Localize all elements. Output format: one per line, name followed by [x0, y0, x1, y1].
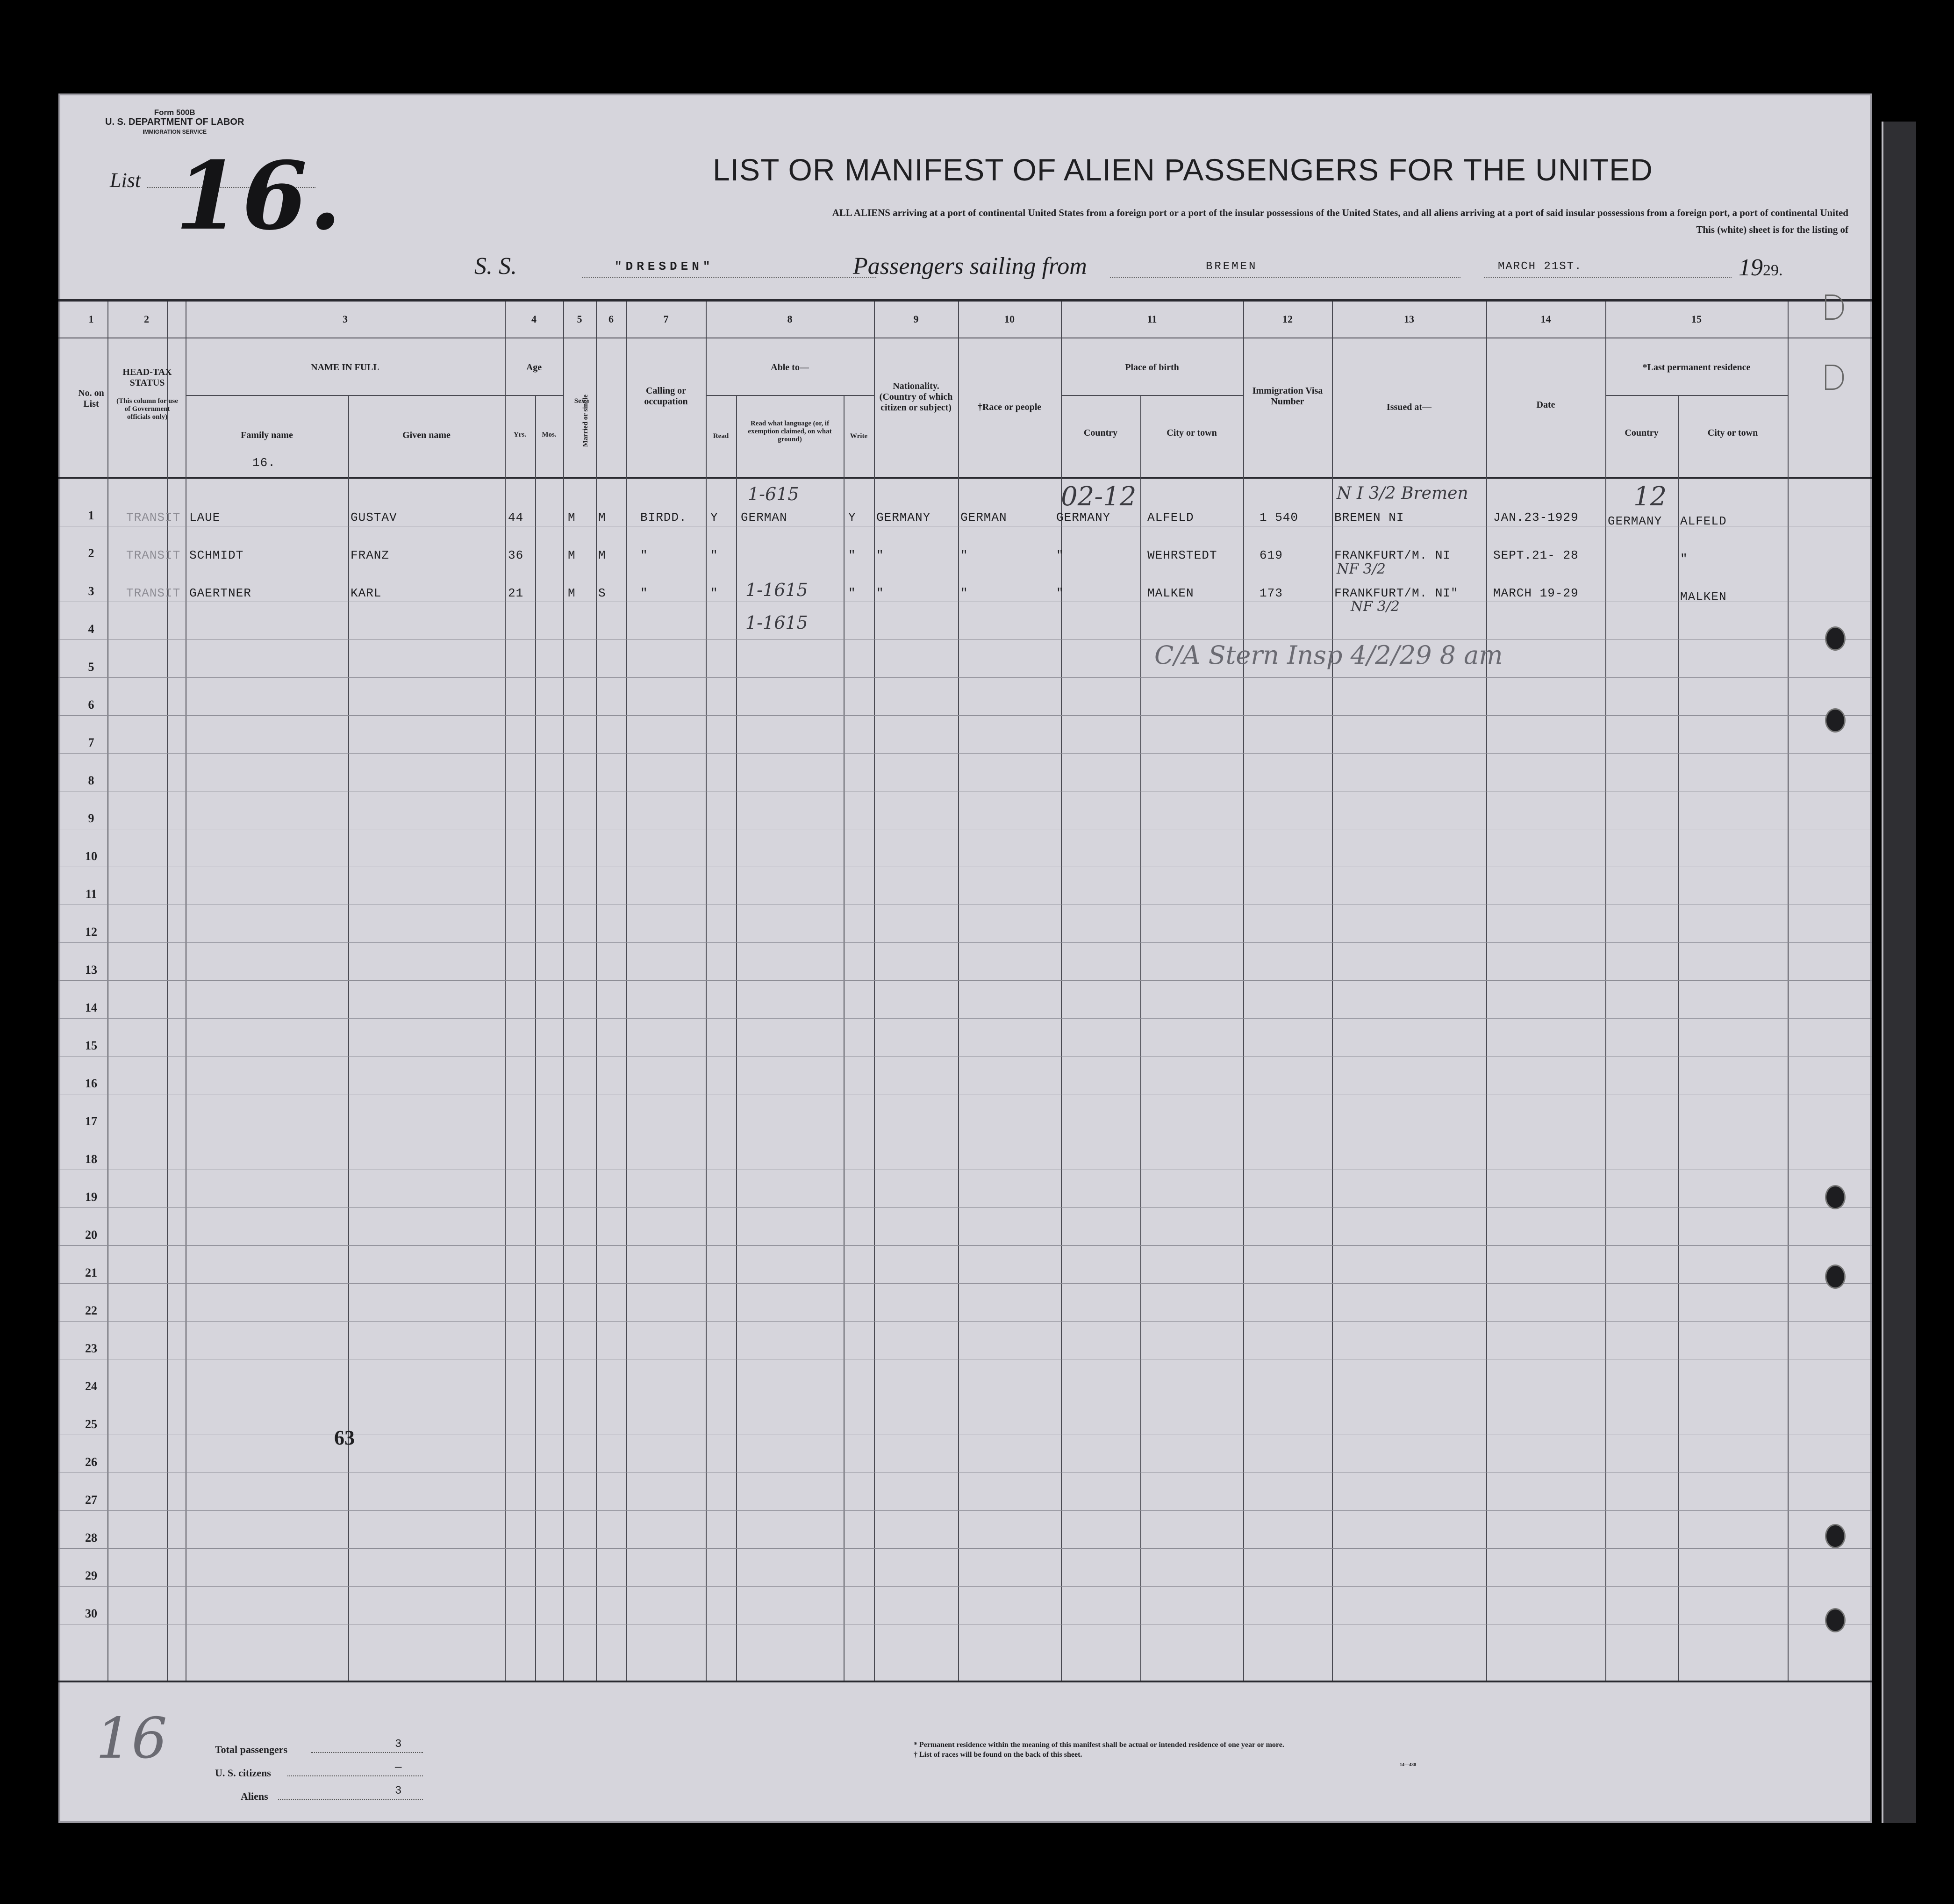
cell-given: KARL — [351, 586, 382, 600]
manifest-table — [58, 93, 1872, 1823]
cell-nationality: GERMANY — [876, 510, 931, 524]
cell-res-country: GERMANY — [1608, 514, 1662, 528]
row-number: 16 — [85, 1077, 97, 1090]
col-sep — [1678, 395, 1679, 1681]
row-rule — [58, 715, 1872, 716]
row-number: 7 — [88, 736, 94, 749]
col-number: 1 — [88, 313, 94, 325]
col-sep — [706, 302, 707, 1681]
cell-issued: FRANKFURT/M. NI — [1334, 548, 1451, 562]
col-number: 4 — [531, 313, 537, 325]
aliens-value: 3 — [395, 1785, 402, 1797]
header-res-city: City or town — [1707, 428, 1758, 438]
row-number: 9 — [88, 812, 94, 825]
cell-write: " — [848, 548, 856, 562]
margin-handwritten-number: 16 — [96, 1706, 167, 1771]
col-sep — [844, 395, 845, 1681]
row-rule — [58, 639, 1872, 640]
total-dots — [311, 1752, 423, 1753]
cell-race: " — [960, 548, 968, 562]
cell-birth-country: " — [1056, 548, 1064, 562]
binder-hole-icon — [1825, 1608, 1846, 1632]
col-sep — [626, 302, 627, 1681]
cell-sex: M — [568, 586, 576, 600]
row-number: 6 — [88, 698, 94, 711]
department: U. S. DEPARTMENT OF LABOR — [105, 117, 244, 127]
row-number: 27 — [85, 1493, 97, 1507]
row-rule — [58, 1018, 1872, 1019]
cell-race: " — [960, 586, 968, 600]
cell-birth-country: " — [1056, 586, 1064, 600]
header-bottom-rule — [58, 477, 1872, 479]
cell-read: " — [710, 586, 718, 600]
handwritten-lang-1: 1-615 — [748, 484, 799, 504]
handwritten-issued-note-2: NF 3/2 — [1337, 561, 1386, 577]
header-age: Age — [526, 362, 542, 373]
handwritten-issued-note: N I 3/2 Bremen — [1337, 484, 1468, 503]
binder-hole-icon — [1825, 626, 1846, 651]
cell-date: JAN.23-1929 — [1493, 510, 1579, 524]
header-nationality: Nationality. (Country of which citizen or subject) — [879, 381, 953, 413]
row-rule — [58, 1207, 1872, 1208]
row-rule — [58, 1510, 1872, 1511]
subtitle-line-2: This (white) sheet is for the listing of — [1696, 224, 1848, 235]
cell-status: TRANSIT — [126, 548, 181, 562]
row-rule — [58, 1586, 1872, 1587]
handwritten-residence-note: 12 — [1633, 481, 1667, 512]
row-number: 26 — [85, 1455, 97, 1469]
row-number: 1 — [88, 509, 94, 522]
col-sep — [596, 302, 597, 1681]
col-sep — [1605, 302, 1606, 1681]
sailing-port: BREMEN — [1206, 260, 1258, 273]
cell-yrs: 36 — [508, 548, 524, 562]
header-married: Married or single — [582, 394, 589, 447]
col-sep — [1788, 302, 1789, 1681]
cell-write: " — [848, 586, 856, 600]
col-sep — [1140, 395, 1141, 1681]
header-read-language: Read what language (or, if exemption claimed, on what ground) — [748, 420, 832, 443]
handwritten-lang-2: 1-1615 — [745, 580, 808, 600]
header-family-name: Family name — [241, 430, 293, 440]
header-read: Read — [713, 432, 729, 440]
col-number: 14 — [1540, 313, 1551, 325]
service: IMMIGRATION SERVICE — [143, 129, 207, 135]
row-number: 17 — [85, 1114, 97, 1128]
col-number: 8 — [787, 313, 793, 325]
cell-yrs: 21 — [508, 586, 524, 600]
row-number: 22 — [85, 1304, 97, 1317]
table-bottom-rule — [58, 1681, 1872, 1682]
cell-res-city: ALFELD — [1680, 514, 1727, 528]
cell-given: FRANZ — [351, 548, 390, 562]
col-sep — [348, 395, 349, 1681]
us-citizens-value: — — [395, 1761, 402, 1774]
header-sex: Sex — [574, 397, 585, 405]
aliens-dots — [278, 1799, 423, 1800]
row-number: 23 — [85, 1342, 97, 1355]
handwritten-lang-3: 1-1615 — [745, 612, 808, 633]
row-number: 10 — [85, 849, 97, 863]
col-number: 12 — [1282, 313, 1293, 325]
row-number: 25 — [85, 1417, 97, 1431]
sailing-date: MARCH 21ST. — [1498, 260, 1582, 273]
cell-status: TRANSIT — [126, 586, 181, 600]
row-number: 11 — [85, 887, 97, 901]
row-number: 12 — [85, 925, 97, 939]
cell-res-city: " — [1680, 552, 1688, 566]
col-sep — [1486, 302, 1487, 1681]
header-birth-country: Country — [1083, 428, 1118, 438]
header-able-to: Able to— — [771, 362, 809, 373]
row-rule — [58, 1245, 1872, 1246]
col-number: 15 — [1691, 313, 1702, 325]
cell-nationality: " — [876, 586, 884, 600]
header-name-in-full: NAME IN FULL — [311, 362, 379, 373]
form-number: Form 500B — [154, 108, 195, 117]
total-passengers-value: 3 — [395, 1738, 402, 1751]
col-number: 6 — [608, 313, 614, 325]
inspector-signature: C/A Stern Insp 4/2/29 8 am — [1154, 640, 1503, 670]
citizens-dots — [287, 1775, 423, 1776]
cell-birth-country: GERMANY — [1056, 510, 1111, 524]
header-issued-at: Issued at— — [1386, 402, 1432, 412]
header-res-country: Country — [1625, 428, 1659, 438]
row-number: 21 — [85, 1266, 97, 1279]
binder-hole-icon — [1825, 1265, 1846, 1289]
cell-family: SCHMIDT — [189, 548, 244, 562]
row-number: 15 — [85, 1039, 97, 1052]
cell-sex: M — [568, 510, 576, 524]
binder-hole-icon — [1825, 1524, 1846, 1548]
row-number: 30 — [85, 1607, 97, 1620]
footnote-permanent-residence: * Permanent residence within the meaning of this manifest shall be actual or intended residence of one year or more. — [914, 1741, 1284, 1749]
cell-family: LAUE — [189, 510, 221, 524]
cell-write: Y — [848, 510, 856, 524]
header-race: †Race or people — [977, 402, 1042, 412]
cell-calling: " — [640, 586, 648, 600]
col-sep — [1332, 302, 1333, 1681]
col-number: 10 — [1004, 313, 1015, 325]
cell-race: GERMAN — [960, 510, 1007, 524]
col-sep — [874, 302, 875, 1681]
sub-rule — [186, 395, 505, 396]
row-rule — [58, 980, 1872, 981]
handwritten-issued-note-3: NF 3/2 — [1351, 598, 1400, 615]
cell-res-city: MALKEN — [1680, 590, 1727, 604]
row-number: 29 — [85, 1569, 97, 1582]
cell-married: M — [598, 548, 606, 562]
cell-visa: 1 540 — [1260, 510, 1299, 524]
header-head-tax: HEAD-TAX STATUS — [122, 367, 172, 388]
cell-yrs: 44 — [508, 510, 524, 524]
list-label: List — [110, 169, 141, 192]
cell-language: GERMAN — [741, 510, 787, 524]
cell-issued: BREMEN NI — [1334, 510, 1404, 524]
row-rule — [58, 753, 1872, 754]
year-prefix: 19 — [1739, 254, 1763, 281]
row-rule — [58, 677, 1872, 678]
cell-status: TRANSIT — [126, 510, 181, 524]
sub-rule — [706, 395, 874, 396]
col-sep — [563, 302, 564, 1681]
header-birth-city: City or town — [1167, 428, 1217, 438]
header-no-on-list: No. on List — [78, 388, 104, 409]
cell-family: GAERTNER — [189, 586, 251, 600]
cell-date: SEPT.21- 28 — [1493, 548, 1579, 562]
header-date: Date — [1536, 400, 1555, 410]
list-number: 16. — [175, 141, 344, 251]
row-number: 20 — [85, 1228, 97, 1242]
cell-date: MARCH 19-29 — [1493, 586, 1579, 600]
sub-rule — [505, 395, 563, 396]
col-sep — [107, 302, 108, 1681]
print-code: 14—430 — [1400, 1762, 1416, 1767]
cell-calling: BIRDD. — [640, 510, 687, 524]
row-number: 19 — [85, 1190, 97, 1204]
col-number: 11 — [1147, 313, 1157, 325]
sub-rule — [1605, 395, 1788, 396]
col-sep — [535, 395, 536, 1681]
col-number: 3 — [343, 313, 348, 325]
manifest-sheet — [58, 93, 1872, 1823]
col-number: 9 — [913, 313, 919, 325]
row-rule — [58, 1283, 1872, 1284]
col-number: 13 — [1404, 313, 1414, 325]
cell-married: M — [598, 510, 606, 524]
row-number: 28 — [85, 1531, 97, 1545]
cell-visa: 173 — [1260, 586, 1283, 600]
sailing-label: Passengers sailing from — [853, 253, 1087, 280]
footnote-races: † List of races will be found on the back of this sheet. — [914, 1751, 1082, 1759]
col-sep — [505, 302, 506, 1681]
cell-birth-city: ALFELD — [1147, 510, 1194, 524]
col-number: 5 — [577, 313, 582, 325]
header-yrs: Yrs. — [513, 431, 527, 438]
row-rule — [58, 942, 1872, 943]
handwritten-birth-note: 02-12 — [1061, 481, 1137, 512]
col-sep — [736, 395, 737, 1681]
family-name-note: 16. — [252, 456, 276, 470]
row-rule — [58, 1321, 1872, 1322]
col-sep — [958, 302, 959, 1681]
header-mos: Mos. — [542, 431, 557, 438]
binder-hole-icon — [1825, 1185, 1846, 1209]
header-visa: Immigration Visa Number — [1252, 386, 1323, 407]
cell-read: Y — [710, 510, 718, 524]
col-number: 2 — [144, 313, 149, 325]
cell-issued: FRANKFURT/M. NI" — [1334, 586, 1459, 600]
cell-calling: " — [640, 548, 648, 562]
cell-birth-city: MALKEN — [1147, 586, 1194, 600]
cell-read: " — [710, 548, 718, 562]
header-calling: Calling or occupation — [644, 386, 688, 407]
row-number: 5 — [88, 660, 94, 674]
header-given-name: Given name — [402, 430, 451, 440]
cell-given: GUSTAV — [351, 510, 397, 524]
ship-name: "DRESDEN" — [615, 259, 714, 273]
header-place-of-birth: Place of birth — [1125, 362, 1179, 373]
binder-hole-icon — [1825, 708, 1846, 733]
col-sep — [167, 302, 168, 1681]
subtitle-line-1: ALL ALIENS arriving at a port of continental United States from a foreign port or a port of the insular possessions of the United States, and all aliens arriving at a port of said insular possessions from a foreign port, a port of continental United — [832, 207, 1848, 218]
row-number: 3 — [88, 584, 94, 598]
stamped-number: 63 — [334, 1426, 355, 1449]
row-number: 2 — [88, 546, 94, 560]
total-passengers-label: Total passengers — [215, 1744, 288, 1755]
cell-married: S — [598, 586, 606, 600]
table-top-rule — [58, 299, 1872, 302]
cell-birth-city: WEHRSTEDT — [1147, 548, 1217, 562]
cell-nationality: " — [876, 548, 884, 562]
col-number: 7 — [663, 313, 669, 325]
cell-sex: M — [568, 548, 576, 562]
header-last-residence: *Last permanent residence — [1642, 362, 1751, 373]
us-citizens-label: U. S. citizens — [215, 1767, 271, 1779]
cell-visa: 619 — [1260, 548, 1283, 562]
row-number: 14 — [85, 1001, 97, 1014]
year-suffix: 29. — [1763, 262, 1783, 279]
row-number: 4 — [88, 622, 94, 636]
row-number: 24 — [85, 1380, 97, 1393]
aliens-label: Aliens — [241, 1790, 268, 1802]
sub-rule — [1061, 395, 1243, 396]
col-sep — [1243, 302, 1244, 1681]
page-title: LIST OR MANIFEST OF ALIEN PASSENGERS FOR THE UNITED — [713, 152, 1653, 187]
row-number: 8 — [88, 774, 94, 787]
row-number: 18 — [85, 1152, 97, 1166]
row-number: 13 — [85, 963, 97, 977]
row-rule — [58, 1548, 1872, 1549]
ss-label: S. S. — [474, 253, 517, 280]
header-head-tax-note: (This column for use of Government officials only) — [116, 397, 178, 421]
header-write: Write — [850, 432, 868, 440]
